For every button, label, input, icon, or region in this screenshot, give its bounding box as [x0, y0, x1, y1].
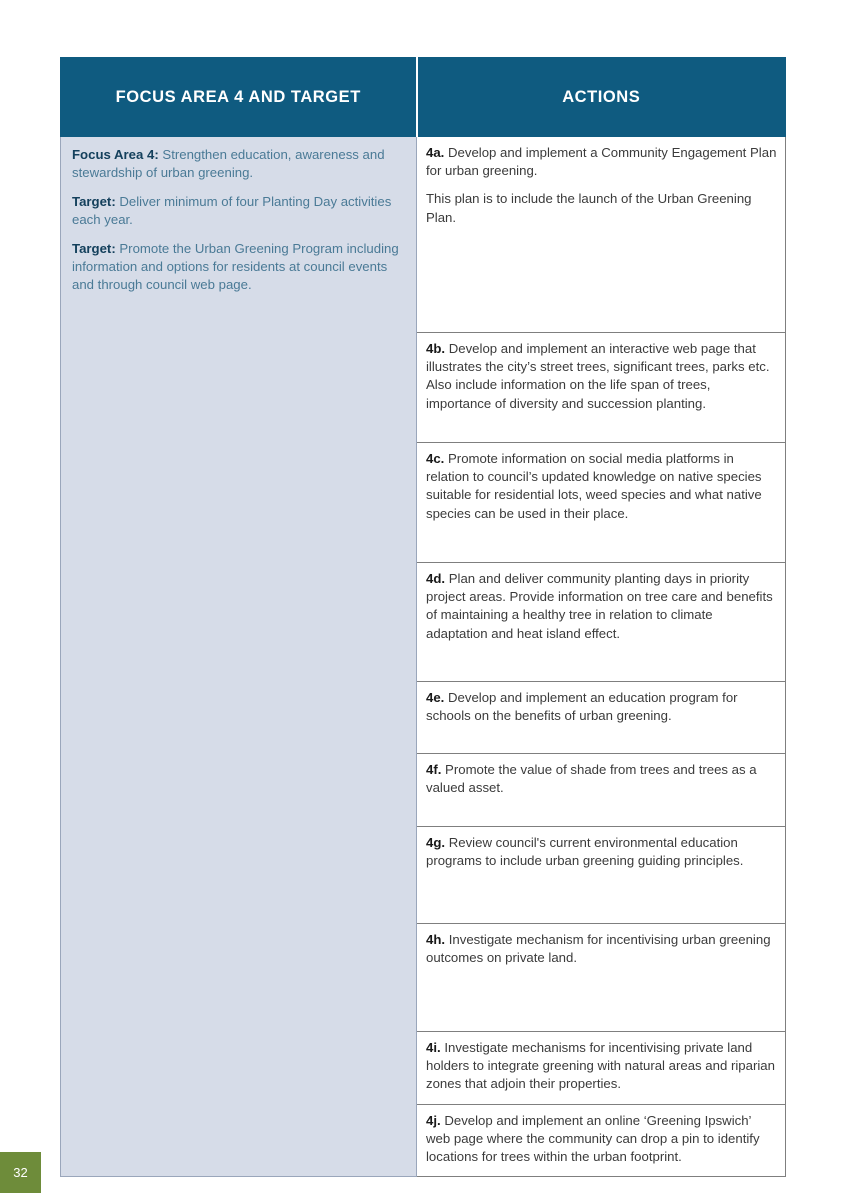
action-cell-4h — [417, 924, 786, 1032]
action-cell-4d — [417, 563, 786, 682]
action-body: Promote the value of shade from trees and trees as a valued asset. — [426, 762, 757, 796]
action-text — [426, 834, 777, 870]
action-text — [426, 1112, 777, 1167]
action-code: 4b. — [426, 341, 446, 356]
column-header-actions: ACTIONS — [417, 58, 786, 137]
action-code: 4g. — [426, 835, 446, 850]
action-code: 4f. — [426, 762, 442, 777]
action-cell-4f — [417, 754, 786, 827]
action-cell-4c — [417, 443, 786, 563]
action-cell-4b — [417, 333, 786, 443]
action-text — [426, 761, 777, 797]
action-body: Investigate mechanism for incentivising urban greening outcomes on private land. — [426, 932, 771, 966]
target-label: Target: — [72, 193, 116, 209]
action-body: Promote information on social media platforms in relation to council’s updated knowledge on native species suitable for residential lots, weed species and what native species can be used in their place. — [426, 451, 762, 521]
focus-area-actions-table — [60, 57, 786, 1177]
action-text — [426, 144, 777, 180]
action-text — [426, 931, 777, 967]
action-code: 4a. — [426, 145, 445, 160]
action-code: 4j. — [426, 1113, 441, 1128]
focus-area-paragraph — [72, 193, 405, 229]
action-code: 4c. — [426, 451, 445, 466]
page-number-badge: 32 — [0, 1152, 41, 1193]
target-text: Deliver minimum of four Planting Day activities each year. — [72, 193, 392, 227]
action-cell-4g — [417, 827, 786, 924]
table-header-row — [61, 58, 786, 137]
action-code: 4i. — [426, 1040, 441, 1055]
action-cell-4e — [417, 682, 786, 754]
focus-area-text: Strengthen education, awareness and stewardship of urban greening. — [72, 147, 385, 180]
action-code: 4h. — [426, 932, 446, 947]
focus-area-paragraph — [72, 146, 405, 182]
action-text — [426, 340, 777, 413]
action-body: Develop and implement an interactive web page that illustrates the city’s street trees, significant trees, parks etc. Also include information on the life span of trees, importance of diversity and succession planting. — [426, 341, 770, 411]
action-extra: This plan is to include the launch of the Urban Greening Plan. — [426, 191, 752, 225]
action-text — [426, 1039, 777, 1094]
action-body: Investigate mechanisms for incentivising private land holders to integrate greening with natural areas and riparian zones that adjoin their properties. — [426, 1040, 775, 1092]
action-cell-4a — [417, 137, 786, 333]
column-header-focus-area: FOCUS AREA 4 AND TARGET — [61, 58, 417, 137]
action-text — [426, 689, 777, 725]
action-body: Develop and implement an online ‘Greening Ipswich’ web page where the community can drop a pin to identify locations for trees within the urban footprint. — [426, 1113, 760, 1165]
action-cell-4i — [417, 1032, 786, 1105]
action-text — [426, 450, 777, 523]
focus-area-paragraph — [72, 240, 405, 294]
target-label: Target: — [72, 240, 116, 256]
action-body: Develop and implement a Community Engagement Plan for urban greening. — [426, 145, 777, 179]
action-body: Review council's current environmental education programs to include urban greening guiding principles. — [426, 835, 744, 869]
action-body: Plan and deliver community planting days in priority project areas. Provide information on tree care and benefits of maintaining a healthy tree in relation to climate adaptation and heat island effect. — [426, 571, 773, 641]
action-cell-4j — [417, 1105, 786, 1177]
action-text — [426, 570, 777, 643]
focus-area-label: Focus Area 4: — [72, 147, 159, 162]
action-code: 4d. — [426, 571, 446, 586]
action-body: Develop and implement an education program for schools on the benefits of urban greening. — [426, 690, 738, 724]
focus-area-cell — [61, 137, 417, 1177]
action-code: 4e. — [426, 690, 445, 705]
target-text: Promote the Urban Greening Program including information and options for residents at council events and through council web page. — [72, 240, 399, 292]
table-row — [61, 137, 786, 333]
